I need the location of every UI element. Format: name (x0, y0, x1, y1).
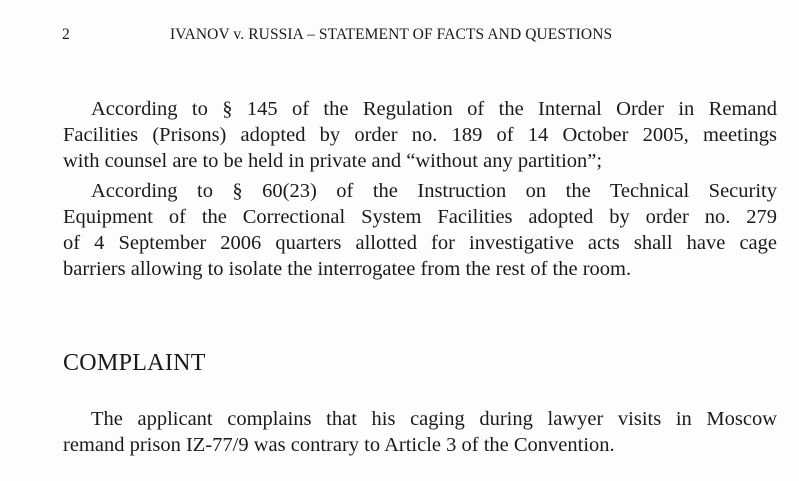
page-header (62, 26, 712, 48)
text-line: Facilities (Prisons) adopted by order no. 189 of 14 October 2005, meetings (63, 124, 777, 146)
text-line: The applicant complains that his caging during lawyer visits in Moscow (91, 408, 777, 430)
text-line: of 4 September 2006 quarters allotted for investigative acts shall have cage (63, 232, 777, 254)
section-heading-complaint: COMPLAINT (63, 350, 206, 376)
paragraph-complaint (63, 406, 777, 458)
page-number: 2 (62, 26, 70, 43)
text-line: According to § 60(23) of the Instruction on the Technical Security (91, 180, 777, 202)
text-line: Equipment of the Correctional System Facilities adopted by order no. 279 (63, 206, 777, 228)
text-line: barriers allowing to isolate the interrogatee from the rest of the room. (63, 258, 632, 280)
paragraph-regulation (63, 96, 777, 174)
running-title: IVANOV v. RUSSIA – STATEMENT OF FACTS AND QUESTIONS (170, 26, 613, 43)
paragraph-instruction (63, 178, 777, 282)
text-line: remand prison IZ-77/9 was contrary to Article 3 of the Convention. (63, 434, 615, 456)
text-line: According to § 145 of the Regulation of the Internal Order in Remand (91, 98, 777, 120)
text-line: with counsel are to be held in private and “without any partition”; (63, 150, 603, 172)
